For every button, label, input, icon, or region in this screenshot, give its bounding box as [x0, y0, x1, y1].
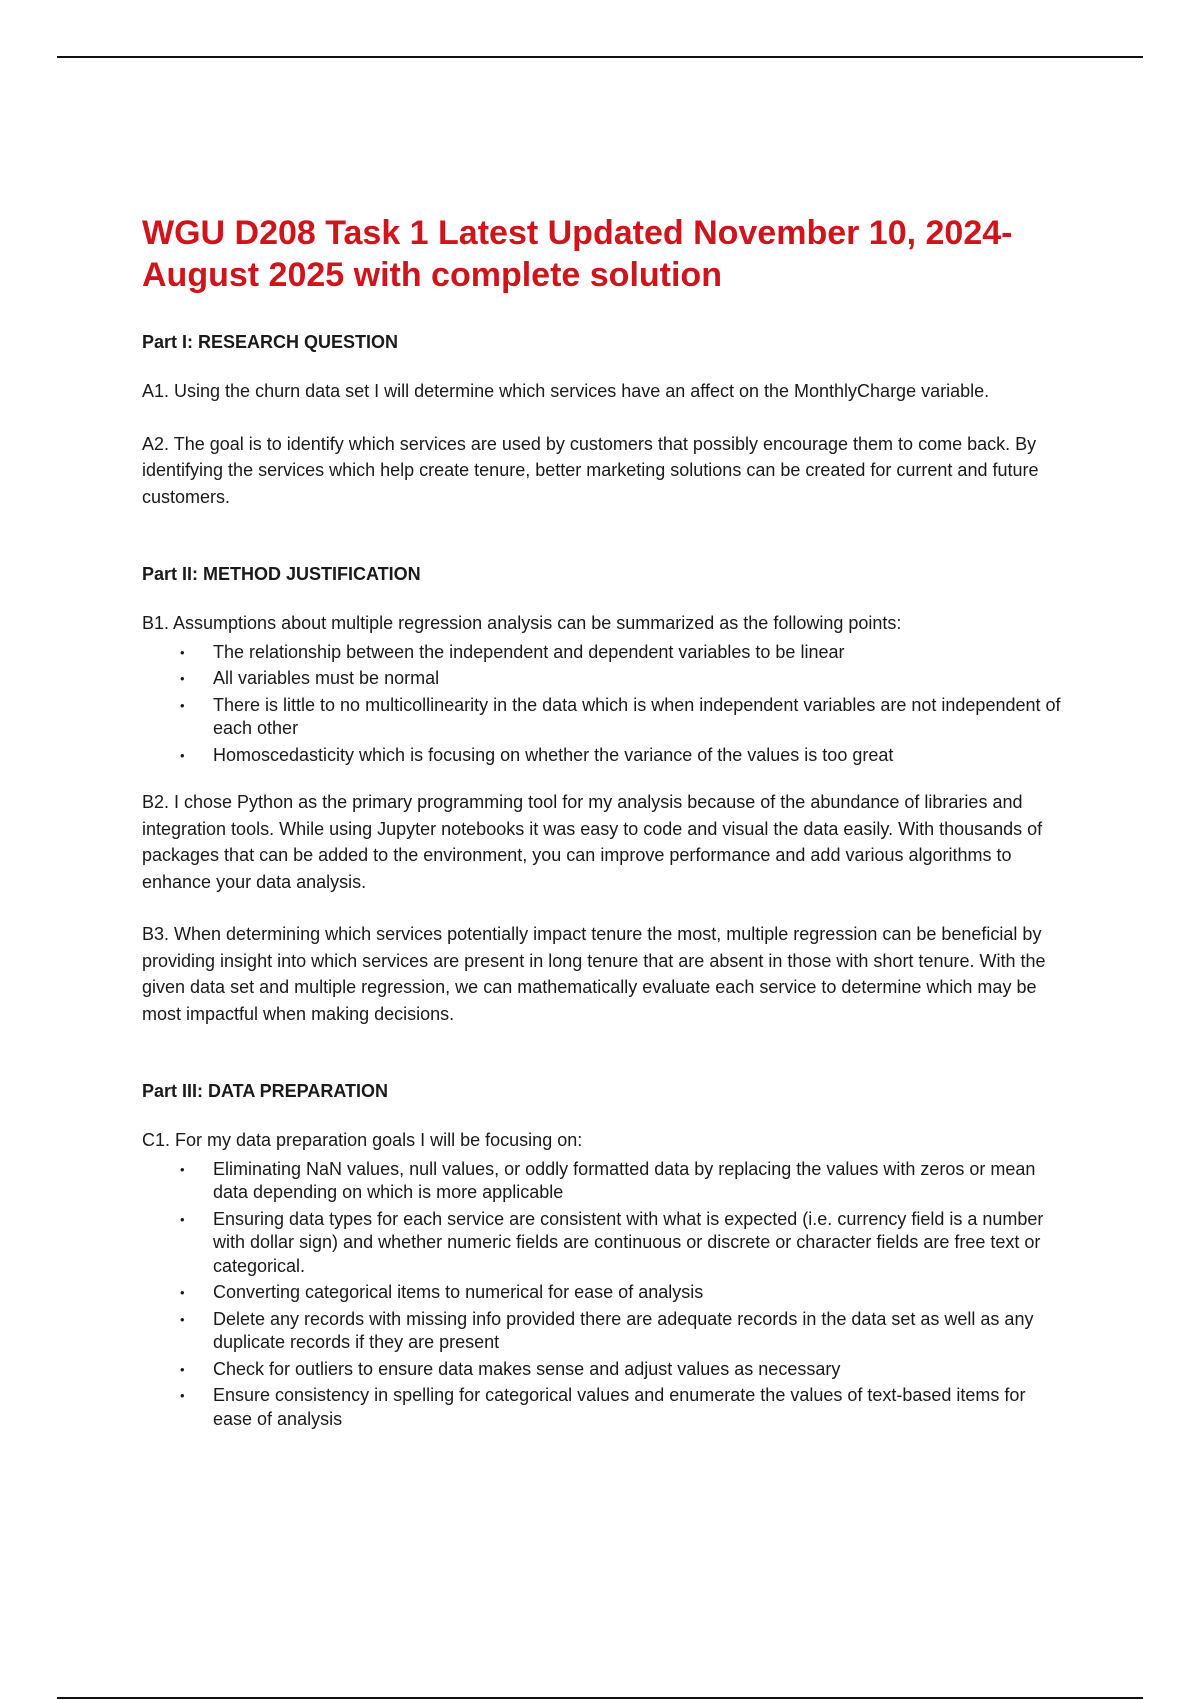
bullet-icon: •: [180, 644, 185, 660]
list-item-text: There is little to no multicollinearity in the data which is when independent variables are not independent of each other: [213, 694, 1061, 738]
list-item-text: Eliminating NaN values, null values, or oddly formatted data by replacing the values with zeros or mean data depending on which is more applicable: [213, 1158, 1036, 1202]
list-item: [142, 1308, 1062, 1355]
list-item-text: Check for outliers to ensure data makes sense and adjust values as necessary: [213, 1358, 841, 1379]
c1-intro: C1. For my data preparation goals I will be focusing on:: [142, 1130, 583, 1150]
list-item-text: Ensuring data types for each service are consistent with what is expected (i.e. currency field is a number with dollar sign) and whether numeric fields are continuous or discrete or character fields are free text or categorical.: [213, 1208, 1044, 1276]
list-item: [142, 1384, 1062, 1431]
document-title: WGU D208 Task 1 Latest Updated November 10, 2024-August 2025 with complete solution: [142, 214, 1013, 294]
b2-paragraph: B2. I chose Python as the primary programming tool for my analysis because of the abundance of libraries and integration tools. While using Jupyter notebooks it was easy to code and visual the data easily. With thousands of packages that can be added to the environment, you can improve performance and add various algorithms to enhance your data analysis.: [142, 792, 1043, 892]
list-item-text: The relationship between the independent and dependent variables to be linear: [213, 641, 845, 662]
a2-paragraph: A2. The goal is to identify which services are used by customers that possibly encourage them to come back. By identifying the services which help create tenure, better marketing solutions can be created for current and future customers.: [142, 433, 1039, 507]
b1-bullet-list: [142, 641, 1062, 768]
bullet-icon: •: [180, 697, 185, 713]
a1-paragraph: A1. Using the churn data set I will determine which services have an affect on the MonthlyCharge variable.: [142, 381, 990, 401]
list-item: [142, 1358, 1062, 1382]
bullet-icon: •: [180, 1388, 185, 1403]
list-item-text: All variables must be normal: [213, 668, 440, 688]
list-item: [142, 1158, 1062, 1205]
bullet-icon: •: [180, 747, 185, 763]
list-item-text: Homoscedasticity which is focusing on whether the variance of the values is too great: [213, 744, 894, 765]
list-item-text: Delete any records with missing info provided there are adequate records in the data set as well as any duplicate records if they are present: [213, 1308, 1034, 1352]
part2-heading: Part II: METHOD JUSTIFICATION: [142, 564, 421, 584]
list-item-text: Ensure consistency in spelling for categorical values and enumerate the values of text-based items for ease of analysis: [213, 1385, 1026, 1429]
list-item: [142, 1208, 1062, 1279]
b1-intro: B1. Assumptions about multiple regression analysis can be summarized as the following points:: [142, 613, 902, 633]
list-item: [142, 641, 1062, 665]
list-item: [142, 1281, 1062, 1305]
bullet-icon: •: [180, 1211, 185, 1227]
bullet-icon: •: [180, 1361, 185, 1377]
b3-paragraph: B3. When determining which services potentially impact tenure the most, multiple regression can be beneficial by providing insight into which services are present in long tenure that are absent in those with short tenure. With the given data set and multiple regression, we can mathematically evaluate each service to determine which may be most impactful when making decisions.: [142, 924, 1046, 1024]
part3-heading: Part III: DATA PREPARATION: [142, 1081, 389, 1101]
list-item-text: Converting categorical items to numerical for ease of analysis: [213, 1282, 704, 1302]
c1-bullet-list: [142, 1158, 1062, 1432]
bullet-icon: •: [180, 671, 185, 686]
list-item: [142, 744, 1062, 768]
bullet-icon: •: [180, 1161, 185, 1177]
part1-heading: Part I: RESEARCH QUESTION: [142, 332, 399, 352]
list-item: [142, 694, 1062, 741]
top-rule: [57, 56, 1143, 58]
document-body: [142, 212, 1062, 1453]
bullet-icon: •: [180, 1285, 185, 1300]
bottom-rule: [57, 1697, 1143, 1699]
bullet-icon: •: [180, 1311, 185, 1327]
list-item: [142, 667, 1062, 691]
